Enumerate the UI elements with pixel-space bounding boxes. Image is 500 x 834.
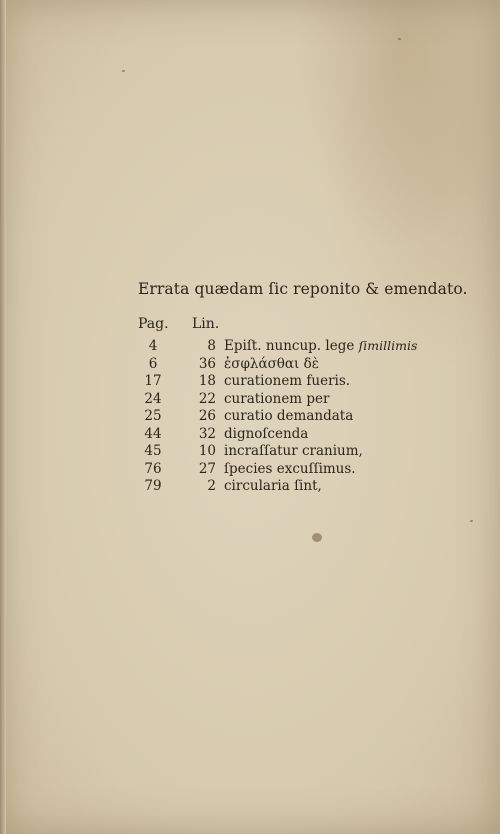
errata-correction	[224, 443, 363, 459]
errata-row	[138, 461, 438, 479]
errata-correction-text: ſpecies excuſſimus.	[224, 460, 356, 477]
errata-correction-text: Epiſt. nuncup. lege	[224, 338, 355, 354]
errata-correction-text: curationem fueris.	[224, 373, 351, 389]
errata-correction-text: ἐσφλάσθαι δὲ	[224, 355, 320, 372]
errata-row	[138, 373, 438, 391]
errata-correction	[224, 356, 319, 372]
errata-correction	[224, 408, 353, 424]
errata-row	[138, 478, 438, 496]
errata-correction	[224, 338, 417, 354]
errata-page-number: 4	[148, 338, 158, 354]
errata-correction	[224, 461, 356, 477]
errata-line-number: 26	[198, 408, 216, 424]
errata-correction-text: incraſſatur cranium,	[224, 443, 363, 459]
errata-line-number: 2	[207, 478, 216, 494]
errata-correction	[224, 391, 330, 407]
errata-correction-text: curatio demandata	[224, 408, 354, 424]
errata-page-number: 44	[144, 425, 162, 442]
errata-line-number: 27	[198, 460, 216, 477]
errata-row	[138, 391, 438, 409]
errata-row	[138, 443, 438, 461]
errata-row	[138, 408, 438, 426]
errata-page-number: 79	[144, 478, 162, 494]
errata-correction	[224, 373, 350, 389]
errata-page-number: 45	[144, 443, 162, 459]
errata-line-number: 22	[198, 390, 216, 407]
errata-page-number: 17	[144, 373, 162, 389]
column-header-pag: Pag.	[138, 316, 169, 332]
errata-line-number: 32	[198, 425, 216, 442]
errata-correction-text: circularia ſint,	[224, 478, 322, 494]
page-gutter-edge	[0, 0, 6, 834]
errata-page-number: 6	[148, 355, 158, 372]
errata-correction-italic: ſimillimis	[358, 338, 418, 353]
paper-speck	[398, 38, 401, 40]
ink-blot	[312, 533, 322, 542]
errata-line-number: 18	[198, 373, 216, 389]
errata-page-number: 24	[144, 390, 162, 407]
errata-heading: Errata quædam ſic reponito & emendato.	[138, 280, 468, 298]
errata-list	[138, 338, 438, 496]
paper-speck	[122, 70, 125, 72]
column-header-lin: Lin.	[192, 316, 220, 332]
errata-line-number: 10	[198, 443, 216, 459]
errata-correction	[224, 426, 308, 442]
errata-line-number: 36	[198, 355, 216, 372]
errata-correction	[224, 478, 322, 494]
errata-row	[138, 356, 438, 374]
errata-page-number: 76	[144, 460, 162, 477]
errata-line-number: 8	[207, 338, 216, 354]
paper-speck	[470, 520, 473, 522]
errata-correction-text: curationem per	[224, 390, 330, 407]
errata-correction-text: dignoſcenda	[224, 425, 309, 442]
errata-row	[138, 338, 438, 356]
errata-page-number: 25	[144, 408, 162, 424]
errata-row	[138, 426, 438, 444]
